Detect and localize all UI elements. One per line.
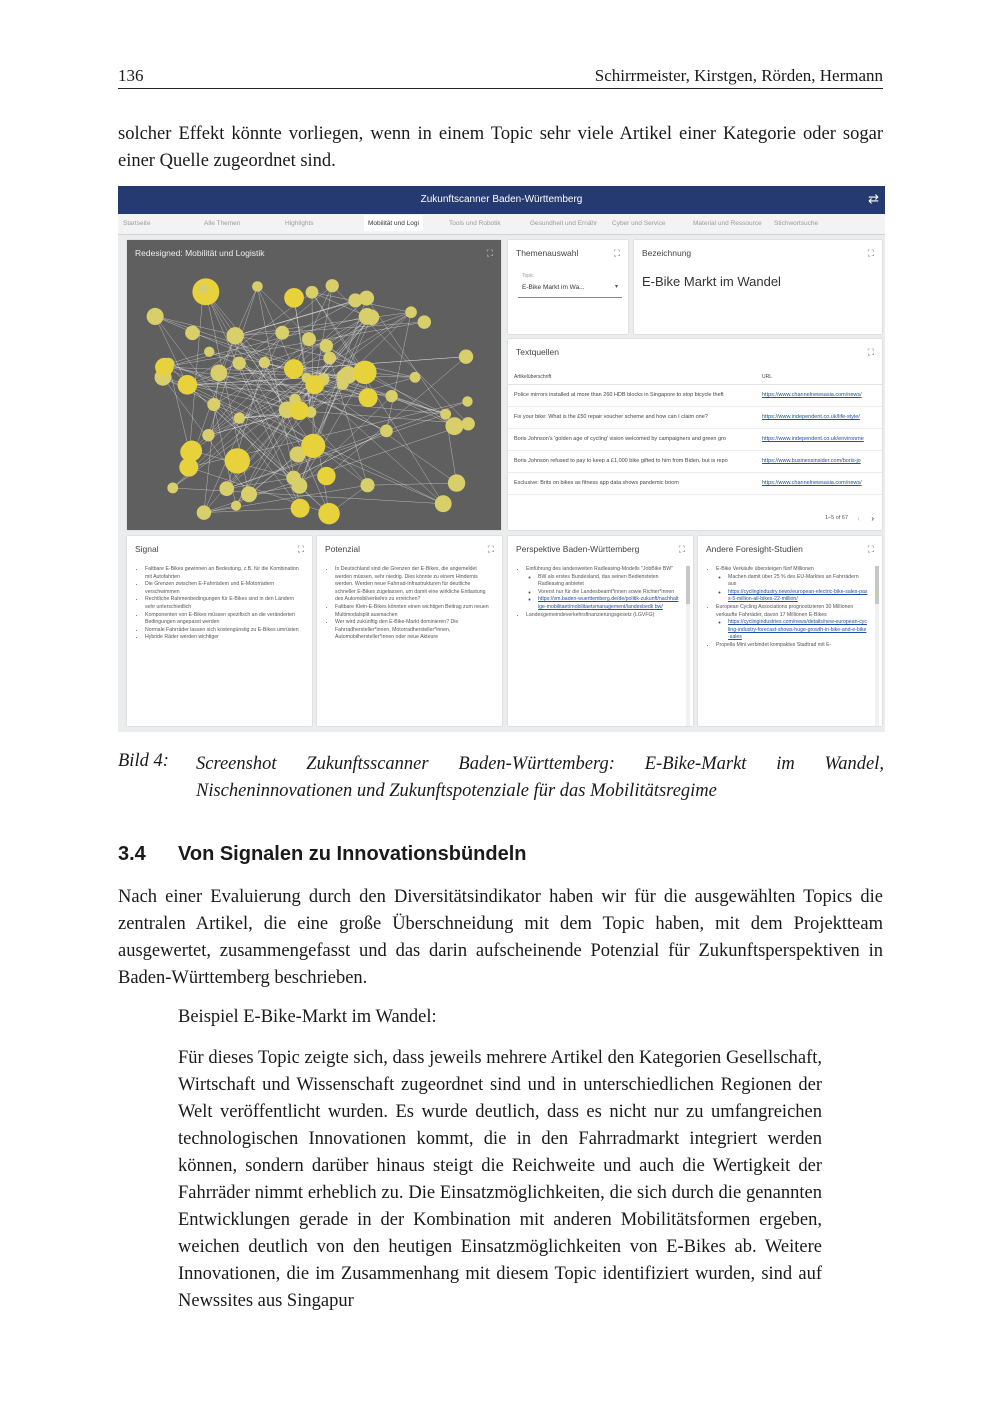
article-url[interactable]: https://www.channelnewsasia.com/news/ <box>762 480 862 486</box>
graph-node[interactable] <box>225 448 250 473</box>
studies-card-title: Andere Foresight-Studien <box>706 544 803 554</box>
graph-node[interactable] <box>360 478 374 492</box>
graph-edge <box>368 483 457 485</box>
article-url[interactable]: https://www.independent.co.uk/environme <box>762 436 864 442</box>
graph-edge <box>235 312 411 336</box>
source-link[interactable]: ◦ https://cyclingindustries.com/news/details/new-european-cycling-industry-forecast-shows-huge-growth-in-bike-and-e-bike-sales <box>728 619 868 642</box>
graph-node[interactable] <box>234 412 245 423</box>
graph-edge <box>227 414 446 489</box>
body-paragraph: Nach einer Evaluierung durch den Diversitätsindikator haben wir für die ausgewählten Topics die zentralen Artikel, die eine große Überschneidung mit dem Topic haben, mit dem Projektteam ausgewertet, zusammengefasst und das darin aufscheinende Potenzial für Zukunftsperspektiven in Baden-Württemberg beschrieben. <box>118 887 883 988</box>
running-head: Schirrmeister, Kirstgen, Rörden, Hermann <box>594 66 883 85</box>
graph-node[interactable] <box>459 349 473 363</box>
chevron-left-icon[interactable]: ‹ <box>857 514 860 523</box>
list-item: • Faltbare Klein-E-Bikes könnten einen wichtigen Beitrag zum neuen Multimodalsplit ausmachen <box>335 604 492 619</box>
graph-edge <box>235 322 424 336</box>
graph-node[interactable] <box>445 417 463 435</box>
graph-node[interactable] <box>405 306 417 318</box>
graph-card-title: Redesigned: Mobilität und Logistik <box>135 248 265 258</box>
expand-icon[interactable]: ⛶ <box>297 544 304 554</box>
tab-gesundheit[interactable]: Gesundheit und Ernähr <box>530 220 598 227</box>
graph-node[interactable] <box>181 441 202 462</box>
section-number: 3.4 <box>118 843 146 865</box>
name-card <box>634 240 882 334</box>
list-subitem: ◦ BW als erstes Bundesland, das seinen Bediensteten Radleasing anbietet <box>538 574 679 589</box>
graph-node[interactable] <box>291 499 310 518</box>
list-item: • Faltbare E-Bikes gewinnen an Bedeutung, z.B. für die Kombination mit Autofahrten <box>145 566 302 581</box>
graph-node[interactable] <box>233 357 246 370</box>
select-label: Topic <box>522 273 534 279</box>
figure-label: Bild 4: <box>118 751 169 771</box>
graph-node[interactable] <box>252 281 263 292</box>
expand-icon[interactable]: ⛶ <box>867 544 874 554</box>
graph-node[interactable] <box>241 486 257 502</box>
tab-tools-robotik[interactable]: Tools und Robotik <box>449 220 501 227</box>
article-url[interactable]: https://www.businessinsider.com/boris-jo <box>762 458 861 464</box>
list-subitem: ◦ Machen damit über 25 % des EU-Marktes an Fahrrädern aus <box>728 574 868 589</box>
source-link[interactable]: ◦ https://cyclingindustry.news/european-electric-bike-sales-pass-5-million-all-bikes-22-million/ <box>728 589 868 604</box>
tab-startseite[interactable]: Startseite <box>123 220 151 227</box>
graph-node[interactable] <box>359 308 376 325</box>
graph-node[interactable] <box>440 409 451 420</box>
table-row <box>508 428 882 451</box>
text-sources-card <box>508 339 882 530</box>
list-item: • In Deutschland sind die Grenzen der E-Bikes, die angemeldet werden müssen, sehr niedrig. Dies könnte zu einem Hindernis werden. Werden neue Fahrrad-Infrastrukturen für deutliche schneller E-Bikes zugelassen, um damit eine wirkliche Entlastung des Automobilverkehrs zu erreichen? <box>335 566 492 604</box>
example-paragraph: Für dieses Topic zeigte sich, dass jeweils mehrere Artikel den Kategorien Gesellschaft, Wirtschaft und Wissenschaft zugeordnet sind und in unterschiedlichen Regionen der Welt veröffentlicht wurden. Es wurde deutlich, dass es nicht nur zu umfangreichen technologischen Innovationen kommt, die in den Fahrradmarkt integriert werden können, sondern darüber hinaus steigt die Reichweite und auch die Wertigkeit der Fahrräder nimmt erheblich zu. Die Einsatzmöglichkeiten, die sich durch die genannten Entwicklungen gerade in der Kombination mit anderen Mobilitätsformen ergeben, weichen deutlich von den heutigen Einsatzmöglichkeiten von E-Bikes ab. Weitere Innovationen, die im Zusammenhang mit diesem Topic identifiziert wurden, sind auf Newssites aus Singapur <box>178 1048 822 1311</box>
graph-node[interactable] <box>204 347 214 357</box>
article-url[interactable]: https://www.independent.co.uk/life-style/ <box>762 414 860 420</box>
app-bar <box>118 186 885 214</box>
list-item: • Einführung des landesweiten Radleasing-Modells "JobBike BW" <box>526 566 679 574</box>
list-item: • European Cycling Associations prognostizieren 30 Millionen verkaufte Fahrräder, davon 17 Millionen E-Bikes <box>716 604 868 619</box>
select-value: E-Bike Markt im Wa... <box>522 284 585 291</box>
graph-node[interactable] <box>155 358 173 376</box>
graph-node[interactable] <box>448 474 465 491</box>
list-item: • Die Grenzen zwischen E-Fahrrädern und E-Motorrädern verschwimmen <box>145 581 302 596</box>
graph-node[interactable] <box>147 308 164 325</box>
graph-node[interactable] <box>202 429 214 441</box>
graph-node[interactable] <box>301 434 325 458</box>
studies-list <box>708 566 868 650</box>
graph-node[interactable] <box>326 279 339 292</box>
list-item: • Hybride Räder werden wichtiger <box>145 634 302 642</box>
list-item: • Komponenten von E-Bikes müssen spezifisch an die veränderten Bedingungen angepasst werden <box>145 612 302 627</box>
section-heading <box>118 843 527 866</box>
graph-node[interactable] <box>198 283 209 294</box>
graph-node[interactable] <box>359 388 378 407</box>
graph-node[interactable] <box>305 375 324 394</box>
signal-card <box>127 536 312 726</box>
graph-node[interactable] <box>318 503 339 524</box>
graph-node[interactable] <box>380 425 393 438</box>
graph-edge <box>294 357 466 369</box>
column-header-url: URL <box>762 374 773 380</box>
scrollbar-thumb[interactable] <box>875 566 879 604</box>
graph-node[interactable] <box>317 467 335 485</box>
scrollbar[interactable] <box>686 566 690 726</box>
table-row <box>508 450 882 473</box>
graph-node[interactable] <box>284 359 304 379</box>
list-item: • Propella Mini verbindet kompaktes Stadtrad mit E- <box>716 642 868 650</box>
article-title: Boris Johnson refused to pay to keep a £1,000 bike gifted to him from Biden, but is repo <box>514 458 728 464</box>
graph-node[interactable] <box>320 339 333 352</box>
graph-node[interactable] <box>207 398 220 411</box>
scrollbar[interactable] <box>875 566 879 726</box>
article-title: Exclusive: Brits on bikes as fitness app data shows pandemic boom <box>514 480 679 486</box>
graph-node[interactable] <box>353 361 377 385</box>
expand-icon[interactable]: ⛶ <box>867 347 874 357</box>
tab-bar <box>118 214 885 235</box>
chevron-down-icon[interactable]: ▾ <box>614 284 618 290</box>
graph-node[interactable] <box>323 352 336 365</box>
example-heading: Beispiel E-Bike-Markt im Wandel: <box>178 1007 437 1027</box>
article-title: Police mirrors installed at more than 260 HDB blocks in Singapore to stop bicycle theft <box>514 392 724 398</box>
list-item: • Normale Fahrräder lassen sich kostengünstig zu E-Bikes umrüsten <box>145 627 302 635</box>
tab-highlights[interactable]: Highlights <box>285 220 314 227</box>
graph-node[interactable] <box>385 390 397 402</box>
topic-name: E-Bike Markt im Wandel <box>642 274 781 289</box>
scrollbar-thumb[interactable] <box>686 566 690 604</box>
list-subitem: ◦ Vorerst nur für die Landesbeamt*innen sowie Richter*innen <box>538 589 679 597</box>
table-row <box>508 406 882 429</box>
figure-caption: Screenshot Zukunftsscanner Baden-Württemberg: E-Bike-Markt im Wandel, Nischeninnovationen und Zukunftspotenziale für das Mobilitätsregime <box>196 754 884 801</box>
signal-card-title: Signal <box>135 544 159 554</box>
chevron-right-icon[interactable]: › <box>871 514 874 523</box>
topic-select[interactable] <box>518 273 622 298</box>
topic-select-card <box>508 240 628 334</box>
source-link[interactable]: ◦ https://vm.baden-wuerttemberg.de/de/politik-zukunft/nachhaltige-mobilitaet/mobilitaetsmanagement/landesbedk bw/ <box>538 596 679 611</box>
tab-mobilitaet[interactable]: Mobilität und Logi <box>364 215 423 231</box>
page-header <box>118 62 883 89</box>
pagination-label: 1–5 of 67 <box>825 515 848 521</box>
intro-paragraph: solcher Effekt könnte vorliegen, wenn in einem Topic sehr viele Artikel einer Kategorie oder sogar einer Quelle zugeordnet sind. <box>118 124 883 171</box>
graph-node[interactable] <box>185 326 200 341</box>
graph-node[interactable] <box>178 375 198 395</box>
table-row <box>508 384 882 407</box>
tab-stichwortsuche[interactable]: Stichwortsuche <box>774 220 819 227</box>
network-graph-card <box>127 240 501 530</box>
graph-node[interactable] <box>302 332 316 346</box>
column-header-title: Artikelüberschrift <box>514 374 552 380</box>
potential-list <box>327 566 492 642</box>
graph-node[interactable] <box>167 483 178 494</box>
graph-node[interactable] <box>284 288 304 308</box>
expand-icon[interactable]: ⛶ <box>487 544 494 554</box>
article-title: Fix your bike: What is the £50 repair voucher scheme and how can I claim one? <box>514 414 708 420</box>
graph-node[interactable] <box>226 327 243 344</box>
table-row <box>508 472 882 495</box>
sources-card-title: Textquellen <box>516 347 560 357</box>
potential-card <box>317 536 502 726</box>
screenshot-figure <box>118 186 885 732</box>
graph-node[interactable] <box>291 478 307 494</box>
graph-node[interactable] <box>290 401 309 420</box>
topic-card-title: Themenauswahl <box>516 248 579 258</box>
graph-node[interactable] <box>462 417 475 430</box>
graph-node[interactable] <box>219 481 234 496</box>
name-card-title: Bezeichnung <box>642 248 692 258</box>
graph-edge <box>190 289 204 452</box>
perspective-card-title: Perspektive Baden-Württemberg <box>516 544 640 554</box>
graph-node[interactable] <box>275 326 289 340</box>
page-number: 136 <box>118 66 144 85</box>
graph-node[interactable] <box>210 364 227 381</box>
graph-node[interactable] <box>348 293 362 307</box>
article-title: Boris Johnson's 'golden age of cycling' vision welcomed by campaigners and green gro <box>514 436 726 442</box>
graph-node[interactable] <box>197 505 211 519</box>
list-item: • E-Bike Verkäufe übersteigen fünf Millionen <box>716 566 868 574</box>
signal-list <box>137 566 302 642</box>
list-item: • Rechtliche Rahmenbedingungen für E-Bikes sind in den Ländern sehr unterschiedlich <box>145 596 302 611</box>
graph-edge <box>203 289 287 410</box>
app-title: Zukunftscanner Baden-Württemberg <box>420 194 583 205</box>
list-item: • Landesgemeindeverkehrsfinanzierungsgesetz (LGVFG) <box>526 612 679 620</box>
table-header <box>508 370 882 385</box>
tab-alle-themen[interactable]: Alle Themen <box>204 220 241 227</box>
section-title: Von Signalen zu Innovationsbündeln <box>178 843 527 865</box>
graph-node[interactable] <box>418 315 431 328</box>
expand-icon[interactable]: ⛶ <box>486 248 493 258</box>
tab-cyber-service[interactable]: Cyber und Service <box>612 220 666 227</box>
expand-icon[interactable]: ⛶ <box>867 248 874 258</box>
expand-icon[interactable]: ⛶ <box>678 544 685 554</box>
graph-node[interactable] <box>306 286 319 299</box>
graph-node[interactable] <box>231 501 241 511</box>
perspective-card <box>508 536 693 726</box>
graph-node[interactable] <box>410 372 421 383</box>
graph-node[interactable] <box>435 495 452 512</box>
perspective-list <box>518 566 679 619</box>
tab-material[interactable]: Material und Ressource <box>693 220 762 227</box>
potential-card-title: Potenzial <box>325 544 360 554</box>
graph-node[interactable] <box>337 378 349 390</box>
user-switch-icon[interactable]: ⇄ <box>868 191 879 206</box>
graph-node[interactable] <box>259 357 270 368</box>
network-graph[interactable] <box>127 266 501 530</box>
expand-icon[interactable]: ⛶ <box>613 248 620 258</box>
list-item: • Wer wird zukünftig den E-Bike-Markt dominieren? Die Fahrradhersteller*innen, Motorradhersteller*innen, Automobilhersteller*innen oder neue Akteure <box>335 619 492 642</box>
studies-card <box>698 536 882 726</box>
graph-node[interactable] <box>462 396 472 406</box>
article-url[interactable]: https://www.channelnewsasia.com/news/ <box>762 392 862 398</box>
